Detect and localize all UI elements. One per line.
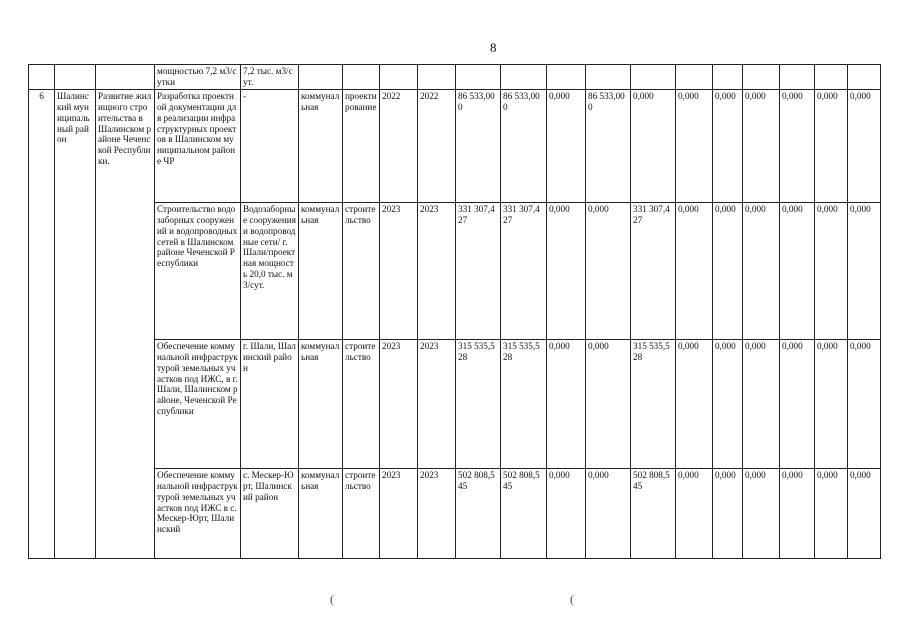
value-cell: 0,000: [743, 203, 780, 340]
project-stage-cell: строительство: [343, 203, 380, 340]
value-cell: 0,000: [676, 203, 713, 340]
value-cell: 315 535,528: [631, 340, 676, 469]
value-cell: 0,000: [780, 340, 815, 469]
total2-cell: 86 533,000: [501, 90, 547, 203]
project-name-cell: Строительство водозаборных сооружений и водопроводных сетей в Шалинском районе Чеченской Республики: [155, 203, 241, 340]
value-cell: 0,000: [586, 340, 631, 469]
project-name-cell: Обеспечение коммунальной инфраструктурой земельных участков под ИЖС в с.Мескер-Юрт, Шалинский: [155, 469, 241, 559]
project-object-cell: с. Мескер-Юрт, Шалинский район: [241, 469, 299, 559]
value-cell: 0,000: [815, 203, 848, 340]
value-cell: 0,000: [848, 340, 881, 469]
value-cell: 0,000: [713, 90, 743, 203]
project-type-cell: коммунальная: [299, 340, 343, 469]
value-cell: 0,000: [743, 469, 780, 559]
value-cell: 0,000: [815, 469, 848, 559]
project-stage-cell: строительство: [343, 340, 380, 469]
total2-cell: 331 307,427: [501, 203, 547, 340]
page-number: 8: [490, 40, 497, 55]
scan-mark-right: (: [570, 592, 574, 606]
project-stage-cell: строительство: [343, 469, 380, 559]
project-type-cell: коммунальная: [299, 203, 343, 340]
value-cell: 0,000: [743, 340, 780, 469]
year-start-cell: 2023: [380, 340, 418, 469]
table-row: [29, 203, 881, 340]
table-row: [29, 469, 881, 559]
program-cell: Развитие жилищного строительства в Шалинском районе Чеченской Республики.: [96, 90, 155, 559]
value-cell: 86 533,000: [586, 90, 631, 203]
value-cell: 0,000: [586, 203, 631, 340]
continuation-row: [29, 65, 881, 90]
project-type-cell: коммунальная: [299, 90, 343, 203]
value-cell: 0,000: [848, 469, 881, 559]
value-cell: 0,000: [631, 90, 676, 203]
value-cell: 0,000: [547, 90, 586, 203]
value-cell: 0,000: [676, 469, 713, 559]
value-cell: 0,000: [547, 469, 586, 559]
value-cell: 0,000: [713, 469, 743, 559]
year-end-cell: 2023: [418, 203, 456, 340]
row-number-cell: 6: [29, 90, 55, 559]
total-cell: 86 533,000: [456, 90, 501, 203]
year-end-cell: 2023: [418, 340, 456, 469]
table-row: [29, 340, 881, 469]
value-cell: 0,000: [676, 340, 713, 469]
scan-mark-left: (: [330, 592, 334, 606]
value-cell: 0,000: [713, 203, 743, 340]
project-object-cell: -: [241, 90, 299, 203]
cont-project-cell: мощностью 7,2 м3/сутки: [155, 65, 241, 90]
table-row: [29, 90, 881, 203]
project-name-cell: Обеспечение коммунальной инфраструктурой земельных участков под ИЖС, в г.Шали, Шалинском районе, Чеченской Республики: [155, 340, 241, 469]
cont-object-cell: 7,2 тыс. м3/сут.: [241, 65, 299, 90]
year-start-cell: 2023: [380, 469, 418, 559]
value-cell: 0,000: [713, 340, 743, 469]
value-cell: 0,000: [547, 340, 586, 469]
year-end-cell: 2022: [418, 90, 456, 203]
project-object-cell: Водозаборные сооружения и водопроводные сети/ г. Шали/проектная мощность 20,0 тыс. м3/сут.: [241, 203, 299, 340]
value-cell: 0,000: [676, 90, 713, 203]
value-cell: 0,000: [780, 90, 815, 203]
total2-cell: 315 535,528: [501, 340, 547, 469]
year-start-cell: 2022: [380, 90, 418, 203]
year-end-cell: 2023: [418, 469, 456, 559]
project-object-cell: г. Шали, Шалинский район: [241, 340, 299, 469]
value-cell: 0,000: [815, 90, 848, 203]
municipality-cell: Шалинский муниципальный район: [55, 90, 96, 559]
value-cell: 0,000: [815, 340, 848, 469]
value-cell: 502 808,545: [631, 469, 676, 559]
year-start-cell: 2023: [380, 203, 418, 340]
program-table: [28, 64, 881, 559]
total-cell: 315 535,528: [456, 340, 501, 469]
project-type-cell: коммунальная: [299, 469, 343, 559]
total-cell: 502 808,545: [456, 469, 501, 559]
project-stage-cell: проектирование: [343, 90, 380, 203]
project-name-cell: Разработка проектной документации для реализации инфраструктурных проектов в Шалинском муниципальном районе ЧР: [155, 90, 241, 203]
value-cell: 0,000: [780, 469, 815, 559]
value-cell: 0,000: [848, 90, 881, 203]
value-cell: 0,000: [586, 469, 631, 559]
value-cell: 0,000: [743, 90, 780, 203]
value-cell: 331 307,427: [631, 203, 676, 340]
value-cell: 0,000: [780, 203, 815, 340]
value-cell: 0,000: [848, 203, 881, 340]
value-cell: 0,000: [547, 203, 586, 340]
total2-cell: 502 808,545: [501, 469, 547, 559]
total-cell: 331 307,427: [456, 203, 501, 340]
